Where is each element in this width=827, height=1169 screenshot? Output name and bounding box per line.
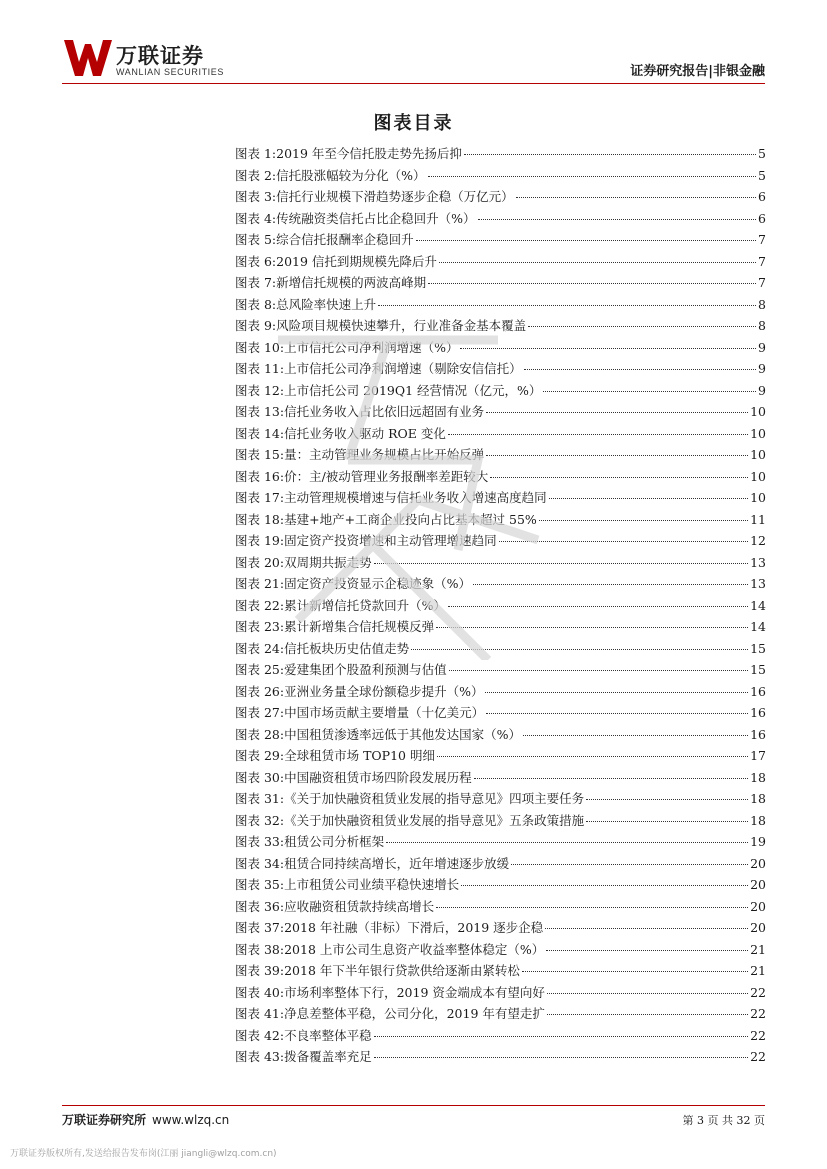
toc-entry-title: 量：主动管理业务规模占比开始反弹 <box>284 447 485 462</box>
toc-leader <box>416 240 756 241</box>
toc-entry-title: 中国租赁渗透率远低于其他发达国家（%） <box>284 726 521 742</box>
toc-entry-page: 13 <box>750 554 766 570</box>
toc-entry-page: 22 <box>750 984 766 1000</box>
toc-entry[interactable] <box>235 897 766 919</box>
toc-entry-title: 固定资产投资显示企稳迹象（%） <box>284 576 471 591</box>
toc-entry-title: 总风险率快速上升 <box>276 296 377 312</box>
toc-entry-page: 10 <box>750 404 766 419</box>
toc-entry-title: 2018 年下半年银行贷款供给逐渐由紧转松 <box>284 963 520 978</box>
toc-entry-title: 新增信托规模的两波高峰期 <box>276 275 427 290</box>
toc-entry-title: 信托股涨幅较为分化（%） <box>276 167 426 183</box>
toc-entry-page: 5 <box>758 146 766 161</box>
toc-entry[interactable] <box>235 252 766 274</box>
toc-entry-title: 风险项目规模快速攀升，行业准备金基本覆盖 <box>276 318 527 333</box>
toc-leader <box>499 541 748 542</box>
toc-entry[interactable] <box>235 295 766 317</box>
toc-entry-page: 7 <box>758 275 766 290</box>
toc-entry[interactable] <box>235 144 766 166</box>
toc-entry-page: 18 <box>750 791 766 806</box>
toc-entry-page: 16 <box>750 726 766 742</box>
header-divider <box>62 83 765 84</box>
toc-entry-label: 图表 32: <box>235 812 285 828</box>
toc-entry-title: 2019 信托到期规模先降后升 <box>276 253 437 269</box>
footer-org-name: 万联证券研究所 <box>62 1113 147 1127</box>
toc-leader <box>374 1057 748 1058</box>
toc-entry-page: 6 <box>758 189 766 204</box>
toc-entry-page: 10 <box>750 447 766 462</box>
toc-entry-title: 综合信托报酬率企稳回升 <box>276 232 414 247</box>
toc-entry-page: 7 <box>758 232 766 247</box>
toc-entry-title: 主动管理规模增速与信托业务收入增速高度趋同 <box>284 490 547 505</box>
toc-leader <box>547 993 748 994</box>
footer-url[interactable]: www.wlzq.cn <box>152 1113 230 1127</box>
toc-entry-page: 11 <box>750 511 766 527</box>
toc-leader <box>522 971 748 972</box>
toc-entry-title: 全球租赁市场 TOP10 明细 <box>284 748 435 763</box>
toc-entry[interactable] <box>235 940 766 962</box>
toc-entry[interactable] <box>235 746 766 768</box>
toc-entry[interactable] <box>235 682 766 704</box>
wanlian-logo-icon <box>64 40 112 76</box>
toc-entry[interactable] <box>235 1047 766 1069</box>
toc-entry-title: 2018 年社融（非标）下滑后，2019 逐步企稳 <box>284 920 544 935</box>
toc-leader <box>428 283 756 284</box>
toc-entry-page: 20 <box>750 898 766 914</box>
toc-entry-label: 图表 10: <box>235 339 285 355</box>
toc-entry-label: 图表 27: <box>235 705 285 720</box>
toc-entry-label: 图表 40: <box>235 984 285 1000</box>
toc-entry-page: 14 <box>750 597 766 613</box>
toc-leader <box>545 928 748 929</box>
toc-entry[interactable] <box>235 1004 766 1026</box>
toc-entry-label: 图表 12: <box>235 382 285 398</box>
toc-entry-label: 图表 9: <box>235 318 277 333</box>
logo <box>64 40 234 80</box>
toc-entry-title: 基建+地产+工商企业投向占比基本超过 55% <box>284 511 537 527</box>
toc-leader <box>411 649 748 650</box>
toc-entry-label: 图表 15: <box>235 447 285 462</box>
toc-leader <box>511 864 748 865</box>
toc-entry-label: 图表 24: <box>235 640 285 656</box>
toc-entry-page: 13 <box>750 576 766 591</box>
toc-entry-page: 20 <box>750 920 766 935</box>
toc-entry-page: 10 <box>750 468 766 484</box>
toc-entry-title: 市场利率整体下行，2019 资金端成本有望向好 <box>284 984 545 1000</box>
toc-entry-label: 图表 2: <box>235 167 277 183</box>
toc-entry-label: 图表 17: <box>235 490 285 505</box>
toc-entry-label: 图表 43: <box>235 1049 285 1064</box>
toc-leader <box>478 219 757 220</box>
toc-entry[interactable] <box>235 789 766 811</box>
toc-entry[interactable] <box>235 230 766 252</box>
toc-entry[interactable] <box>235 832 766 854</box>
toc-entry-label: 图表 39: <box>235 963 285 978</box>
toc-entry-title: 累计新增集合信托规模反弹 <box>284 619 435 634</box>
toc-entry-label: 图表 36: <box>235 898 285 914</box>
toc-entry[interactable] <box>235 811 766 833</box>
toc-entry-title: 不良率整体平稳 <box>284 1027 372 1043</box>
toc-leader <box>461 885 748 886</box>
toc-leader <box>486 713 748 714</box>
figure-toc <box>235 144 766 1069</box>
toc-leader <box>586 799 748 800</box>
toc-leader <box>516 197 756 198</box>
toc-entry-label: 图表 14: <box>235 425 285 441</box>
toc-entry-page: 10 <box>750 490 766 505</box>
toc-entry-title: 2018 上市公司生息资产收益率整体稳定（%） <box>284 941 545 957</box>
toc-entry-page: 18 <box>750 812 766 828</box>
toc-entry[interactable] <box>235 574 766 596</box>
toc-entry[interactable] <box>235 510 766 532</box>
toc-leader <box>539 520 748 521</box>
toc-entry-page: 9 <box>758 382 766 398</box>
toc-entry-page: 18 <box>750 769 766 785</box>
toc-entry[interactable] <box>235 617 766 639</box>
toc-entry-page: 14 <box>750 619 766 634</box>
toc-entry-title: 拨备覆盖率充足 <box>284 1049 372 1064</box>
toc-leader <box>378 305 756 306</box>
toc-entry-page: 9 <box>758 361 766 376</box>
toc-entry-page: 12 <box>750 533 766 548</box>
toc-entry-label: 图表 25: <box>235 662 285 677</box>
toc-entry-title: 固定资产投资增速和主动管理增速趋同 <box>284 533 497 548</box>
toc-entry-title: 价：主/被动管理业务报酬率差距较大 <box>284 468 489 484</box>
toc-entry-label: 图表 13: <box>235 404 285 419</box>
toc-entry-label: 图表 3: <box>235 189 277 204</box>
toc-entry[interactable] <box>235 531 766 553</box>
toc-entry-title: 信托业务收入占比依旧远超固有业务 <box>284 404 485 419</box>
toc-entry[interactable] <box>235 854 766 876</box>
toc-entry-page: 22 <box>750 1049 766 1064</box>
toc-leader <box>374 1036 748 1037</box>
toc-entry[interactable] <box>235 187 766 209</box>
toc-entry[interactable] <box>235 983 766 1005</box>
toc-entry[interactable] <box>235 768 766 790</box>
toc-entry-title: 2019 年至今信托股走势先扬后抑 <box>276 146 462 161</box>
toc-entry[interactable] <box>235 639 766 661</box>
toc-entry[interactable] <box>235 166 766 188</box>
toc-entry-label: 图表 20: <box>235 554 285 570</box>
page-number: 第 3 页 共 32 页 <box>682 1114 765 1127</box>
toc-entry-label: 图表 29: <box>235 748 285 763</box>
toc-entry[interactable] <box>235 424 766 446</box>
toc-entry-label: 图表 16: <box>235 468 285 484</box>
toc-entry-title: 《关于加快融资租赁业发展的指导意见》四项主要任务 <box>284 791 585 806</box>
toc-entry-page: 10 <box>750 425 766 441</box>
toc-entry[interactable] <box>235 703 766 725</box>
toc-leader <box>528 326 756 327</box>
toc-entry-label: 图表 21: <box>235 576 285 591</box>
toc-entry-page: 22 <box>750 1027 766 1043</box>
toc-leader <box>439 262 756 263</box>
toc-leader <box>546 950 748 951</box>
toc-entry-label: 图表 26: <box>235 683 285 699</box>
toc-leader <box>464 154 756 155</box>
toc-leader <box>436 627 748 628</box>
toc-entry[interactable] <box>235 273 766 295</box>
toc-entry-label: 图表 31: <box>235 791 285 806</box>
toc-entry-label: 图表 22: <box>235 597 285 613</box>
toc-entry-label: 图表 5: <box>235 232 277 247</box>
toc-entry[interactable] <box>235 725 766 747</box>
toc-entry[interactable] <box>235 381 766 403</box>
toc-entry-page: 15 <box>750 640 766 656</box>
toc-entry-title: 亚洲业务量全球份额稳步提升（%） <box>284 683 484 699</box>
toc-entry-label: 图表 34: <box>235 855 285 871</box>
toc-entry[interactable] <box>235 961 766 983</box>
toc-entry-title: 上市信托公司 2019Q1 经营情况（亿元，%） <box>284 382 542 398</box>
toc-entry-title: 双周期共振走势 <box>284 554 372 570</box>
page-header <box>0 0 827 90</box>
toc-entry-title: 信托板块历史估值走势 <box>284 640 410 656</box>
toc-entry[interactable] <box>235 875 766 897</box>
toc-entry-label: 图表 28: <box>235 726 285 742</box>
toc-entry[interactable] <box>235 553 766 575</box>
toc-entry-page: 8 <box>758 318 766 333</box>
toc-entry-page: 15 <box>750 662 766 677</box>
toc-entry-title: 爱建集团个股盈利预测与估值 <box>284 662 447 677</box>
toc-entry-label: 图表 37: <box>235 920 285 935</box>
toc-entry-page: 19 <box>750 834 766 849</box>
toc-entry-title: 传统融资类信托占比企稳回升（%） <box>276 210 476 226</box>
toc-entry-label: 图表 8: <box>235 296 277 312</box>
toc-leader <box>547 1014 748 1015</box>
toc-leader <box>428 176 757 177</box>
toc-leader <box>460 348 756 349</box>
toc-entry[interactable] <box>235 445 766 467</box>
toc-leader <box>437 756 748 757</box>
toc-entry[interactable] <box>235 316 766 338</box>
toc-entry-title: 中国市场贡献主要增量（十亿美元） <box>284 705 485 720</box>
toc-leader <box>549 498 748 499</box>
toc-entry-page: 20 <box>750 855 766 871</box>
toc-entry-title: 累计新增信托贷款回升（%） <box>284 597 446 613</box>
toc-entry-page: 20 <box>750 877 766 892</box>
toc-leader <box>586 821 748 822</box>
copyright-notice: 万联证券版权所有,发送给报告发布岗(江丽 jiangli@wlzq.com.cn) <box>10 1149 277 1159</box>
toc-entry-title: 租赁公司分析框架 <box>284 834 385 849</box>
toc-entry[interactable] <box>235 488 766 510</box>
toc-entry-page: 21 <box>750 941 766 957</box>
toc-entry-title: 上市租赁公司业绩平稳快速增长 <box>284 877 460 892</box>
toc-entry-title: 信托业务收入驱动 ROE 变化 <box>284 425 446 441</box>
toc-entry-page: 22 <box>750 1006 766 1021</box>
logo-text-en: WANLIAN SECURITIES <box>116 67 224 77</box>
toc-leader <box>524 369 756 370</box>
toc-entry-page: 9 <box>758 339 766 355</box>
toc-leader <box>485 692 748 693</box>
report-type: 证券研究报告|非银金融 <box>630 64 765 79</box>
toc-leader <box>436 907 748 908</box>
toc-entry[interactable] <box>235 1026 766 1048</box>
toc-entry[interactable] <box>235 359 766 381</box>
toc-leader <box>486 455 748 456</box>
toc-entry-title: 租赁合同持续高增长，近年增速逐步放缓 <box>284 855 510 871</box>
toc-entry-label: 图表 19: <box>235 533 285 548</box>
toc-entry[interactable] <box>235 467 766 489</box>
toc-entry-label: 图表 7: <box>235 275 277 290</box>
toc-leader <box>448 434 748 435</box>
toc-entry-title: 上市信托公司净利润增速（%） <box>284 339 459 355</box>
toc-leader <box>523 735 748 736</box>
toc-entry-title: 中国融资租赁市场四阶段发展历程 <box>284 769 472 785</box>
toc-entry[interactable] <box>235 660 766 682</box>
toc-entry-label: 图表 6: <box>235 253 277 269</box>
toc-entry-title: 净息差整体平稳，公司分化，2019 年有望走扩 <box>284 1006 545 1021</box>
toc-entry-label: 图表 18: <box>235 511 285 527</box>
toc-entry[interactable] <box>235 209 766 231</box>
toc-entry-label: 图表 11: <box>235 361 285 376</box>
toc-leader <box>448 606 748 607</box>
toc-entry-title: 《关于加快融资租赁业发展的指导意见》五条政策措施 <box>284 812 585 828</box>
page-title: 图表目录 <box>373 113 454 134</box>
toc-entry-label: 图表 41: <box>235 1006 285 1021</box>
logo-text-cn: 万联证券 <box>116 44 204 68</box>
toc-leader <box>490 477 748 478</box>
toc-entry-page: 8 <box>758 296 766 312</box>
toc-leader <box>474 778 748 779</box>
toc-entry-label: 图表 38: <box>235 941 285 957</box>
toc-leader <box>449 670 748 671</box>
toc-entry-title: 应收融资租赁款持续高增长 <box>284 898 435 914</box>
toc-leader <box>473 584 748 585</box>
toc-entry-label: 图表 33: <box>235 834 285 849</box>
toc-entry-page: 21 <box>750 963 766 978</box>
toc-entry-page: 17 <box>750 748 766 763</box>
toc-leader <box>374 563 748 564</box>
toc-entry-page: 7 <box>758 253 766 269</box>
toc-entry-page: 16 <box>750 705 766 720</box>
toc-entry-label: 图表 1: <box>235 146 277 161</box>
toc-leader <box>543 391 756 392</box>
toc-entry-label: 图表 42: <box>235 1027 285 1043</box>
toc-entry-page: 5 <box>758 167 766 183</box>
toc-entry-title: 上市信托公司净利润增速（剔除安信信托） <box>284 361 522 376</box>
toc-entry[interactable] <box>235 918 766 940</box>
toc-entry[interactable] <box>235 596 766 618</box>
toc-entry-label: 图表 4: <box>235 210 277 226</box>
toc-entry-label: 图表 30: <box>235 769 285 785</box>
toc-entry[interactable] <box>235 402 766 424</box>
footer-divider <box>62 1105 765 1106</box>
toc-entry-title: 信托行业规模下滑趋势逐步企稳（万亿元） <box>276 189 514 204</box>
toc-entry-page: 6 <box>758 210 766 226</box>
toc-leader <box>486 412 748 413</box>
footer-org <box>62 1111 229 1128</box>
toc-entry-label: 图表 23: <box>235 619 285 634</box>
toc-entry-page: 16 <box>750 683 766 699</box>
toc-leader <box>386 842 748 843</box>
toc-entry[interactable] <box>235 338 766 360</box>
toc-entry-label: 图表 35: <box>235 877 285 892</box>
